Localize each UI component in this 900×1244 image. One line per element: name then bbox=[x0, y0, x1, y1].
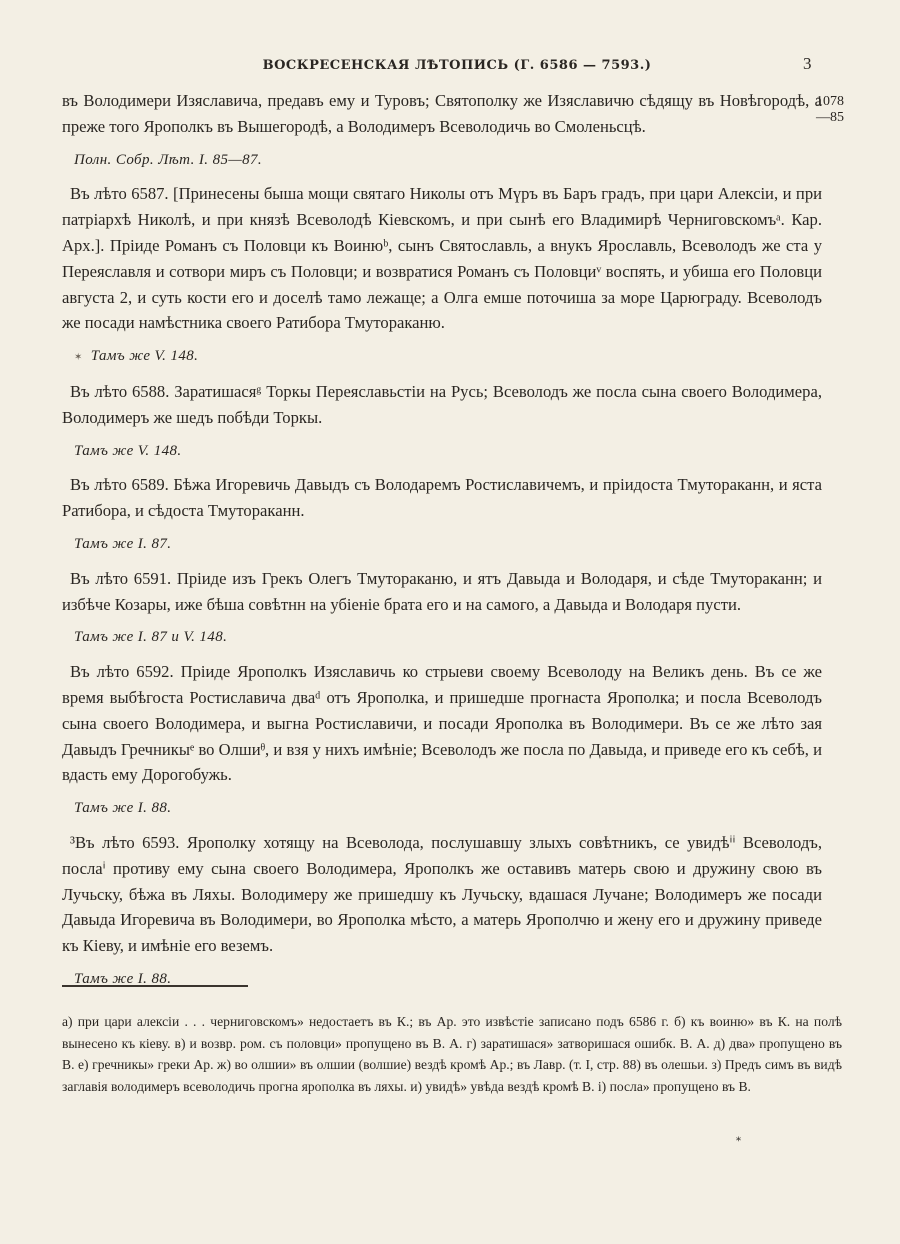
paragraph: Въ лѣто 6591. Пріиде изъ Грекъ Олегъ Тмутораканю, и ятъ Давыда и Володаря, и сѣде Тмутораканн; и избѣче Козары, иже бѣша совѣтнн на убіеніе брата его и на самого, а Давыда и Володаря пусти. bbox=[62, 568, 822, 614]
paragraph: Въ лѣто 6589. Бѣжа Игоревичь Давыдъ съ Володаремъ Ростиславичемъ, и пріидоста Тмутораканн, и яста Ратибора, и сѣдоста Тмутораканн. bbox=[62, 475, 822, 521]
page-number: 3 bbox=[803, 54, 812, 73]
source-citation: Полн. Собр. Лѣт. I. 85—87. bbox=[74, 151, 263, 168]
footnotes bbox=[62, 1011, 842, 1097]
paragraph: въ Володимери Изяславича, предавъ ему и Туровъ; Святополку же Изяславичю сѣдящу въ Новѣгородѣ, а преже того Ярополкъ въ Вышегородѣ, а Володимеръ Всеволодичь во Смоленьсцѣ. bbox=[62, 91, 822, 136]
margin-year-end: —85 bbox=[816, 110, 844, 125]
paragraph: Въ лѣто 6587. [Принесены быша мощи святаго Николы отъ Мүръ въ Баръ градъ, при цари Алексіи, и при патріархѣ Николѣ, и при князѣ Всеволодѣ Кіевскомъ, и при сынѣ его Владимирѣ Черниговскомъᵃ. Кар. Арх.]. Пріиде Романъ съ Половци къ Воинюᵇ, сынъ Святославль, а внукъ Ярославль, Всеволодъ же ста у Переяславля и сотвори миръ съ Половци; и возвратися Романъ съ Половциᵛ воспять, и убиша его Половци августа 2, и суть кости его и доселѣ тамо лежаще; а Олга емше поточиша за море Царюграду. Всеволодъ же посади намѣстника своего Ратибора Тмутораканю. bbox=[62, 184, 822, 333]
paragraph: Въ лѣто 6592. Пріиде Ярополкъ Изяславичь ко стрыеви своему Всеволоду на Великъ день. Въ се же время выбѣгоста Ростиславича дваᵈ отъ Ярополка, и пришедше прогнаста Ярополка; и посла Всеволодъ сына своего Володимера, и выгна Ростиславичи, и посади Ярополка въ Володимери. Въ се же лѣто зая Давыдъ Гречникыᵉ во Олшиᶿ, и взя у нихъ имѣніе; Всеволодъ же посла по Давыда, и приведе его къ себѣ, и вдасть ему Дорогобужь. bbox=[62, 662, 822, 785]
paragraph: ³Въ лѣто 6593. Ярополку хотящу на Всеволода, послушавшу злыхъ совѣтникъ, се увидѣⁱⁱ Всеволодъ, послаⁱ противу ему сына своего Володимера, Ярополкъ же оставивъ матерь свою и дружину свою въ Лучьску, бѣжа въ Ляхы. Володимеру же пришедшу къ Лучьску, вдашася Лучане; Володимеръ же посади Давыда Игоревича въ Володимери, во Ярополка мѣсто, а матерь Ярополчю и жену его и дружину приведе къ Кіеву, и имѣніе его веземъ. bbox=[62, 832, 822, 956]
footnote-text: а) при цари алексіи . . . черниговскомъ» недостаетъ въ К.; въ Ар. это извѣстіе записано подъ 6586 г. б) къ воиню» въ К. на полѣ вынесено къ кіеву. в) и возвр. ром. съ половци» пропущено въ В. А. г) заратишася» затворишася ошибк. В. А. д) два» пропущено въ В. е) гречникы» греки Ар. ж) во олшии» въ олшии (волшие) вездѣ кромѣ Ар.; въ Лавр. (т. I, стр. 88) въ олешьи. з) Предъ симъ въ видѣ заглавія володимеръ всеволодичь прогна ярополка въ ляхы. и) увидѣ» увѣда вездѣ кромѣ В. і) посла» пропущено въ В. bbox=[62, 1014, 842, 1094]
source-citation: Тамъ же I. 88. bbox=[74, 970, 172, 987]
source-citation: Тамъ же I. 87 и V. 148. bbox=[74, 629, 228, 646]
source-citation: Тамъ же I. 87. bbox=[74, 535, 172, 552]
source-citation: Тамъ же I. 88. bbox=[74, 800, 172, 817]
paragraph: Въ лѣто 6588. Заратишасяᵍ Торкы Переяславьстіи на Русь; Всеволодъ же посла сына своего Володимера, Володимеръ же шедъ побѣди Торкы. bbox=[62, 381, 822, 427]
source-citation: Тамъ же V. 148. bbox=[74, 442, 182, 459]
asterisk-mark: * bbox=[736, 1136, 741, 1147]
running-header: ВОСКРЕСЕНСКАЯ ЛѢТОПИСЬ (Г. 6586 — 7593.) bbox=[262, 58, 652, 73]
footnote-rule bbox=[62, 985, 248, 987]
source-citation: ✶ Тамъ же V. 148. bbox=[74, 344, 822, 371]
main-text bbox=[62, 88, 822, 1001]
margin-year: 1078 bbox=[816, 94, 844, 109]
